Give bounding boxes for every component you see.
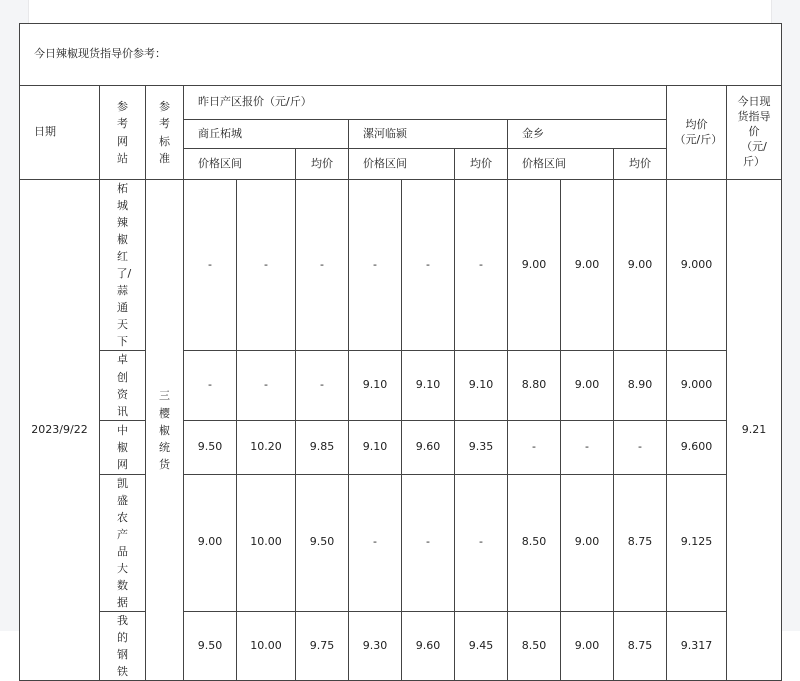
price-cell: - xyxy=(237,180,296,351)
header-avg: 均价 xyxy=(614,149,667,180)
site-cell xyxy=(100,420,146,474)
price-cell: 8.90 xyxy=(614,351,667,420)
site-cell xyxy=(100,474,146,611)
header-price-range: 价格区间 xyxy=(184,149,296,180)
price-cell: 10.00 xyxy=(237,474,296,611)
price-cell: - xyxy=(402,474,455,611)
price-cell: - xyxy=(184,180,237,351)
price-cell: 9.00 xyxy=(561,612,614,681)
price-cell: 9.10 xyxy=(349,351,402,420)
overall-avg-cell: 9.000 xyxy=(667,180,727,351)
price-cell: - xyxy=(184,351,237,420)
header-date: 日期 xyxy=(20,86,100,180)
price-cell: 9.85 xyxy=(296,420,349,474)
price-cell: 9.10 xyxy=(402,351,455,420)
site-name: 我的钢铁 xyxy=(117,614,128,679)
price-cell: 9.00 xyxy=(561,474,614,611)
site-cell xyxy=(100,351,146,420)
price-cell: 9.00 xyxy=(184,474,237,611)
site-name: 卓创资讯 xyxy=(117,353,128,418)
header-region-shangqiu: 商丘柘城 xyxy=(184,120,349,149)
price-reference-sheet xyxy=(19,23,781,681)
header-price-range: 价格区间 xyxy=(508,149,614,180)
price-cell: 8.50 xyxy=(508,612,561,681)
header-price-range: 价格区间 xyxy=(349,149,455,180)
price-cell: - xyxy=(561,420,614,474)
header-region-luohe: 漯河临颍 xyxy=(349,120,508,149)
price-cell: 9.50 xyxy=(184,612,237,681)
site-name: 凯盛农产品大数据 xyxy=(117,476,128,609)
header-today-guide xyxy=(727,86,782,180)
price-cell: - xyxy=(402,180,455,351)
table-row xyxy=(20,420,782,474)
price-cell: 9.45 xyxy=(455,612,508,681)
price-cell: 8.75 xyxy=(614,612,667,681)
price-cell: 9.35 xyxy=(455,420,508,474)
site-cell xyxy=(100,180,146,351)
price-cell: 10.00 xyxy=(237,612,296,681)
table-row xyxy=(20,351,782,420)
price-cell: 9.75 xyxy=(296,612,349,681)
header-site-label: 参考网站 xyxy=(117,100,128,165)
table-row xyxy=(20,180,782,351)
header-avg: 均价 xyxy=(296,149,349,180)
price-cell: 8.50 xyxy=(508,474,561,611)
price-cell: - xyxy=(349,474,402,611)
price-cell: 9.50 xyxy=(184,420,237,474)
header-region-jinxiang: 金乡 xyxy=(508,120,667,149)
header-avg: 均价 xyxy=(455,149,508,180)
site-name: 中椒网 xyxy=(117,423,128,471)
header-site xyxy=(100,86,146,180)
header-standard-label: 参考标准 xyxy=(159,100,170,165)
price-cell: 9.10 xyxy=(349,420,402,474)
price-cell: 8.80 xyxy=(508,351,561,420)
price-cell: 9.10 xyxy=(455,351,508,420)
price-cell: - xyxy=(296,180,349,351)
site-name: 柘城辣椒红了/蒜通天下 xyxy=(116,182,132,349)
price-cell: 9.00 xyxy=(561,351,614,420)
standard-label: 三樱椒统货 xyxy=(159,389,170,471)
overall-avg-cell: 9.125 xyxy=(667,474,727,611)
price-cell: 9.60 xyxy=(402,420,455,474)
overall-avg-cell: 9.000 xyxy=(667,351,727,420)
header-overall-avg-label: 均价（元/斤） xyxy=(674,117,723,146)
table-row xyxy=(20,474,782,611)
today-price-cell: 9.21 xyxy=(727,180,782,681)
price-cell: - xyxy=(349,180,402,351)
header-today-guide-label: 今日现货指导价（元/斤） xyxy=(737,95,771,168)
price-cell: 9.00 xyxy=(561,180,614,351)
price-cell: - xyxy=(455,474,508,611)
date-cell: 2023/9/22 xyxy=(20,180,100,681)
price-cell: 9.00 xyxy=(614,180,667,351)
price-cell: - xyxy=(296,351,349,420)
price-cell: 9.50 xyxy=(296,474,349,611)
price-cell: 9.60 xyxy=(402,612,455,681)
header-origin-group: 昨日产区报价（元/斤） xyxy=(184,86,667,120)
price-cell: - xyxy=(237,351,296,420)
table-title: 今日辣椒现货指导价参考： xyxy=(20,24,782,86)
price-cell: 10.20 xyxy=(237,420,296,474)
standard-cell xyxy=(146,180,184,681)
header-standard xyxy=(146,86,184,180)
overall-avg-cell: 9.317 xyxy=(667,612,727,681)
table-row xyxy=(20,612,782,681)
header-overall-avg xyxy=(667,86,727,180)
overall-avg-cell: 9.600 xyxy=(667,420,727,474)
price-cell: 9.00 xyxy=(508,180,561,351)
price-cell: - xyxy=(508,420,561,474)
site-cell xyxy=(100,612,146,681)
price-table xyxy=(19,23,782,681)
price-cell: - xyxy=(614,420,667,474)
price-cell: 8.75 xyxy=(614,474,667,611)
price-cell: - xyxy=(455,180,508,351)
price-cell: 9.30 xyxy=(349,612,402,681)
